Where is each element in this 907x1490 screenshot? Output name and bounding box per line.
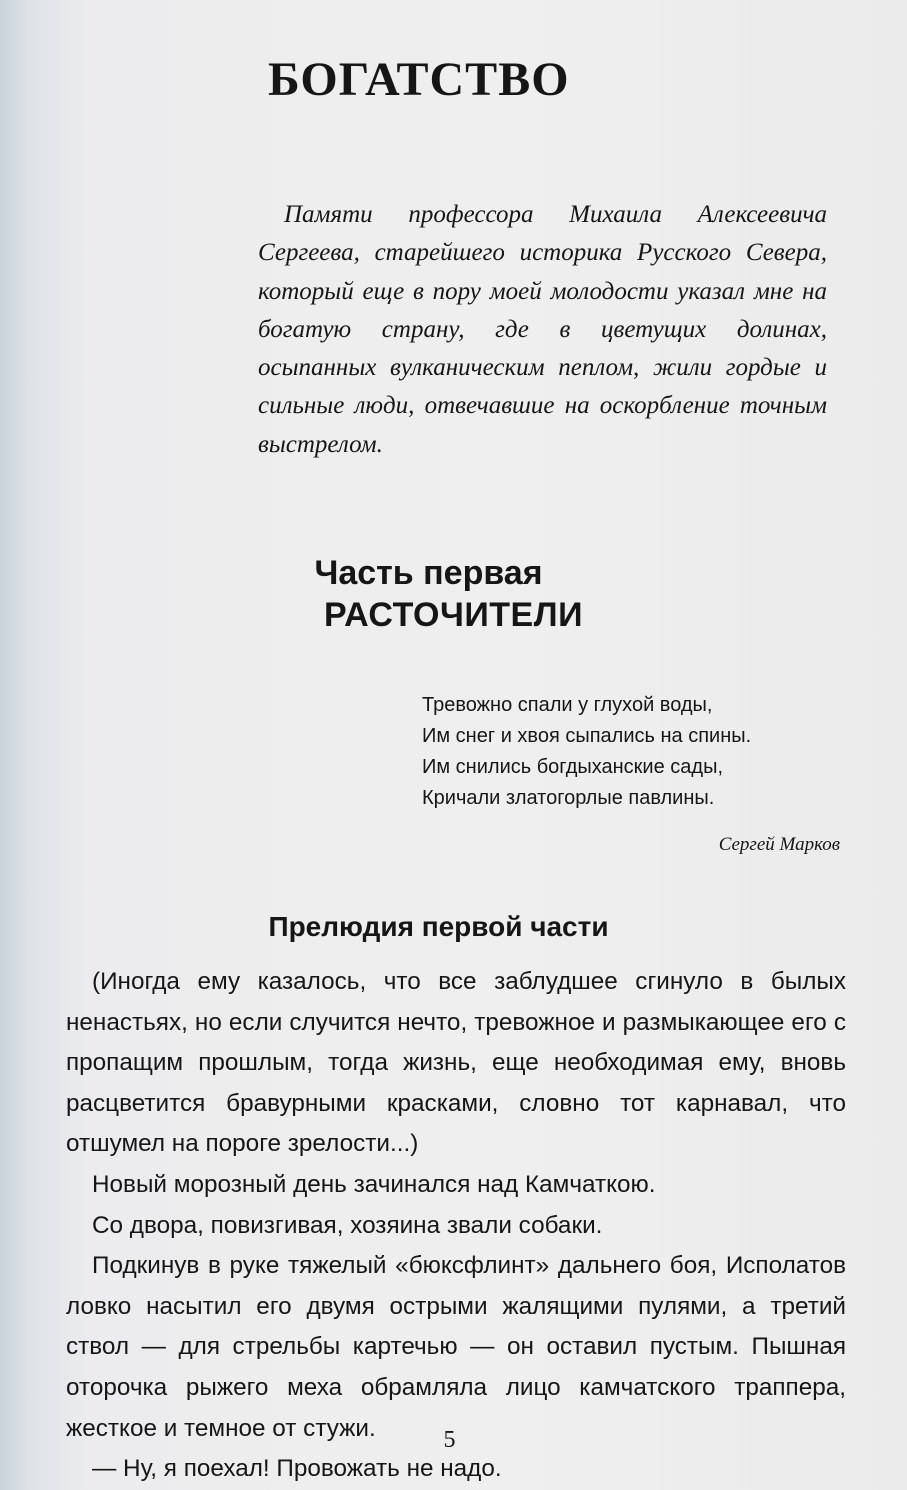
epigraph-line: Тревожно спали у глухой воды, bbox=[422, 694, 713, 716]
epigraph-line: Кричали златогорлые павлины. bbox=[422, 787, 715, 809]
epigraph-author: Сергей Марков bbox=[718, 834, 840, 855]
part-heading bbox=[0, 552, 907, 636]
page-number bbox=[0, 1425, 907, 1455]
epigraph-line: Им снились богдыханские сады, bbox=[422, 756, 724, 778]
paragraph: Со двора, повизгивая, хозяина звали собаки. bbox=[92, 1211, 603, 1239]
dedication: Памяти профессора Михаила Алексеевича Сергеева, старейшего историка Русского Севера, который еще в пору моей молодости указал мне на богатую страну, где в цветущих долинах, осыпанных вулканическим пеплом, жили гордые и сильные люди, отвечавшие на оскорбление точным выстрелом. bbox=[258, 201, 827, 458]
paragraph: Подкинув в руке тяжелый «бюксфлинт» дальнего боя, Исполатов ловко насытил его двумя острыми жалящими пулями, а третий ствол — для стрельбы картечью — он оставил пустым. Пышная оторочка рыжего меха обрамляла лицо камчатского траппера, жесткое и темное от стужи. bbox=[66, 1252, 846, 1442]
page-number-value: 5 bbox=[443, 1427, 456, 1453]
part-title: РАСТОЧИТЕЛИ bbox=[323, 596, 584, 634]
body-text bbox=[66, 962, 846, 1490]
part-label: Часть первая bbox=[314, 554, 543, 592]
chapter-title: Прелюдия первой части bbox=[268, 911, 609, 942]
book-title: БОГАТСТВО bbox=[268, 53, 570, 106]
paragraph: Новый морозный день зачинался над Камчаткою. bbox=[92, 1170, 656, 1198]
epigraph-line: Им снег и хвоя сыпались на спины. bbox=[422, 725, 752, 747]
chapter-heading bbox=[0, 907, 907, 947]
paragraph: — Ну, я поехал! Провожать не надо. bbox=[92, 1455, 502, 1483]
paragraph: (Иногда ему казалось, что все заблудшее сгинуло в былых ненастьях, но если случится нечто, тревожное и размыкающее его с пропащим прошлым, тогда жизнь, еще необходимая ему, вновь расцветится бравурными красками, словно тот карнавал, что отшумел на пороге зрелости...) bbox=[66, 968, 846, 1158]
epigraph bbox=[422, 690, 842, 814]
